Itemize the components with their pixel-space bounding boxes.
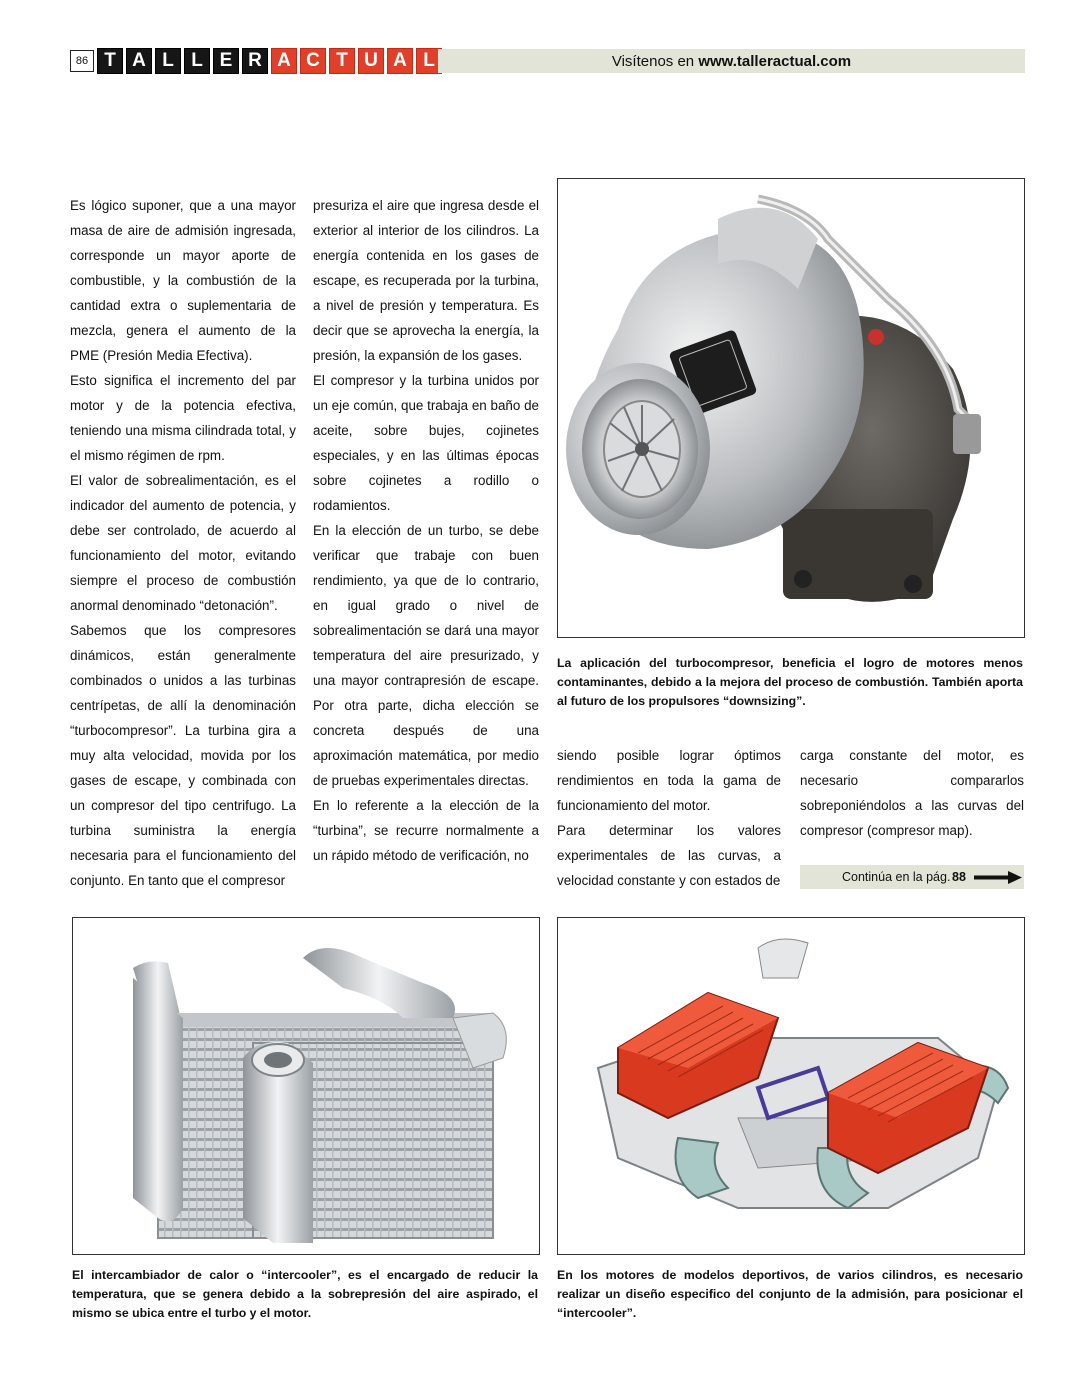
turbocharger-photo [557,178,1025,638]
intercooler-photo [72,917,540,1255]
intake-assembly-illustration [558,918,1024,1254]
logo-letter: A [387,48,413,74]
arrow-right-icon [974,871,1022,884]
paragraph: Esto significa el incremento del par motor y de la potencia efectiva, teniendo una misma cilindrada total, y el mismo régimen de rpm. [70,373,296,463]
website-text [438,53,1025,70]
paragraph: presuriza el aire que ingresa desde el exterior al interior de los cilindros. La energía contenida en los gases de escape, es recuperada por la turbina, a nivel de presión y temperatura. Es decir que se aprovecha la energía, la presión, la expansión de los gases. [313,198,539,363]
continue-note[interactable] [800,865,1024,889]
website-bar [438,49,1025,73]
logo-letter: C [300,48,326,74]
website-link[interactable]: www.talleractual.com [698,53,852,70]
text-column-4 [800,743,1024,843]
paragraph: Sabemos que los compresores dinámicos, están generalmente combinados o unidos a las turbinas centrípetas, de allí la denominación “turbocompresor”. La turbina gira a muy alta velocidad, movida por los gases de escape, y combinada con un compresor del tipo centrifugo. La turbina suministra la energía necesaria para el funcionamiento del conjunto. En tanto que el compresor [70,623,296,888]
turbocharger-caption: La aplicación del turbocompresor, beneficia el logro de motores menos contaminantes, debido a la mejora del proceso de combustión. También aporta al futuro de los propulsores “downsizing”. [557,656,1023,708]
paragraph: El valor de sobrealimentación, es el indicador del aumento de potencia, y debe ser controlado, de acuerdo al funcionamiento del motor, evitando siempre el proceso de combustión anormal denominado “detonación”. [70,473,296,613]
text-column-2 [313,193,539,868]
magazine-logo [97,48,442,74]
logo-letter: T [97,48,123,74]
intake-assembly-render [557,917,1025,1255]
paragraph: Para determinar los valores experimentales de las curvas, a velocidad constante y con estados de [557,823,781,888]
continue-label: Continúa en la pág. [842,870,951,884]
logo-letter: A [126,48,152,74]
paragraph: Es lógico suponer, que a una mayor masa de aire de admisión ingresada, corresponde un mayor aporte de combustible, y la combustión de la cantidad extra o suplementaria de mezcla, genera el aumento de la PME (Presión Media Efectiva). [70,198,296,363]
logo-letter: L [184,48,210,74]
continue-page: 88 [952,870,966,884]
visit-label: Visítenos en [611,53,695,70]
logo-letter: U [358,48,384,74]
intercooler-caption: El intercambiador de calor o “intercooler”, es el encargado de reducir la temperatura, que se genera debido a la sobrepresión del aire aspirado, el mismo se ubica entre el turbo y el motor. [72,1268,538,1320]
paragraph: El compresor y la turbina unidos por un eje común, que trabaja en baño de aceite, sobre bujes, cojinetes especiales, y en las últimas épocas sobre cojinetes a rodillo o rodamientos. [313,373,539,513]
logo-letter: L [416,48,442,74]
paragraph: siendo posible lograr óptimos rendimientos en toda la gama de funcionamiento del motor. [557,748,781,813]
intake-assembly-caption: En los motores de modelos deportivos, de varios cilindros, es necesario realizar un diseño especifico del conjunto de la admisión, para posicionar el “intercooler”. [557,1268,1023,1320]
turbocharger-illustration [558,179,1024,637]
text-column-3 [557,743,781,893]
intercooler-illustration [73,918,539,1254]
paragraph: En lo referente a la elección de la “turbina”, se recurre normalmente a un rápido método de verificación, no [313,798,539,863]
logo-letter: A [271,48,297,74]
page-number: 86 [70,50,94,72]
paragraph: carga constante del motor, es necesario compararlos sobreponiéndolos a las curvas del compresor (compresor map). [800,748,1024,838]
text-column-1 [70,193,296,893]
logo-letter: L [155,48,181,74]
logo-letter: T [329,48,355,74]
logo-letter: R [242,48,268,74]
page-header [70,48,1025,74]
logo-letter: E [213,48,239,74]
paragraph: En la elección de un turbo, se debe verificar que trabaje con buen rendimiento, ya que de lo contrario, en igual grado o nivel de sobrealimentación se dará una mayor temperatura del aire presurizado, y una mayor contrapresión de escape. Por otra parte, dicha elección se concreta después de una aproximación matemática, por medio de pruebas experimentales directas. [313,523,539,788]
